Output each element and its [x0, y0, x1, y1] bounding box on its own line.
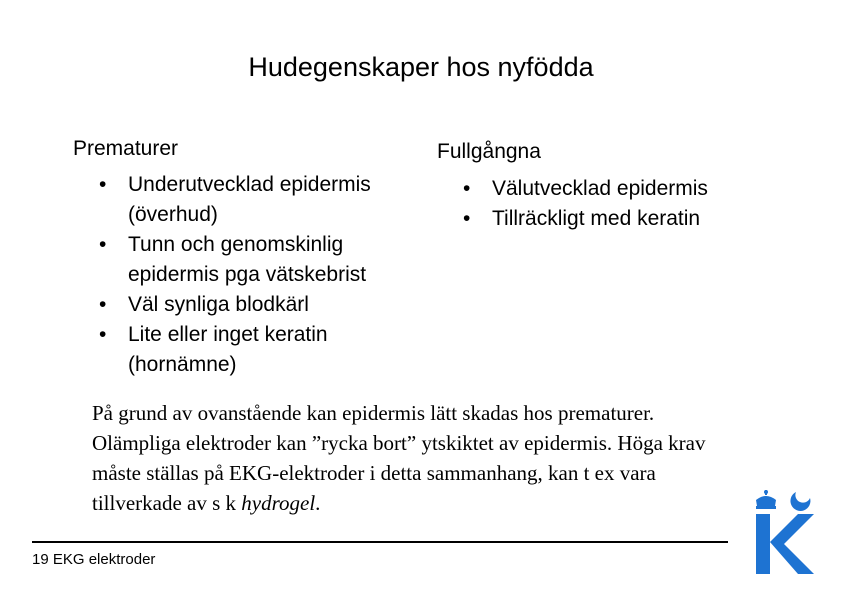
slide-title: Hudegenskaper hos nyfödda — [248, 52, 594, 82]
footer-divider — [32, 541, 728, 543]
prematurer-list — [99, 170, 419, 380]
paragraph-text: På grund av ovanstående kan epidermis lätt skadas hos prematurer. Olämpliga elektroder kan ”rycka bort” ytskiktet av epidermis. Höga krav måste ställas på EKG-elektroder i detta sammanhang, kan t ex vara tillverkade av s k — [92, 401, 706, 515]
footer-label: EKG elektroder — [52, 551, 156, 568]
list-item: • Lite eller inget keratin (hornämne) — [99, 320, 419, 380]
fullgangna-heading: Fullgångna — [437, 140, 541, 163]
body-paragraph — [92, 398, 732, 518]
list-item: • Tunn och genomskinlig epidermis pga vätskebrist — [99, 230, 419, 290]
list-item: • Underutvecklad epidermis (överhud) — [99, 170, 419, 230]
list-item: • Väl synliga blodkärl — [99, 290, 419, 320]
kth-crown-logo-icon — [748, 486, 818, 578]
list-item: • Tillräckligt med keratin — [463, 204, 783, 234]
slide-footer — [32, 551, 155, 568]
page-number: 19 — [32, 551, 49, 568]
fullgangna-list — [463, 174, 783, 234]
paragraph-emphasis: hydrogel — [241, 491, 316, 515]
prematurer-heading: Prematurer — [73, 137, 179, 160]
list-item: • Välutvecklad epidermis — [463, 174, 783, 204]
paragraph-end: . — [315, 491, 321, 515]
